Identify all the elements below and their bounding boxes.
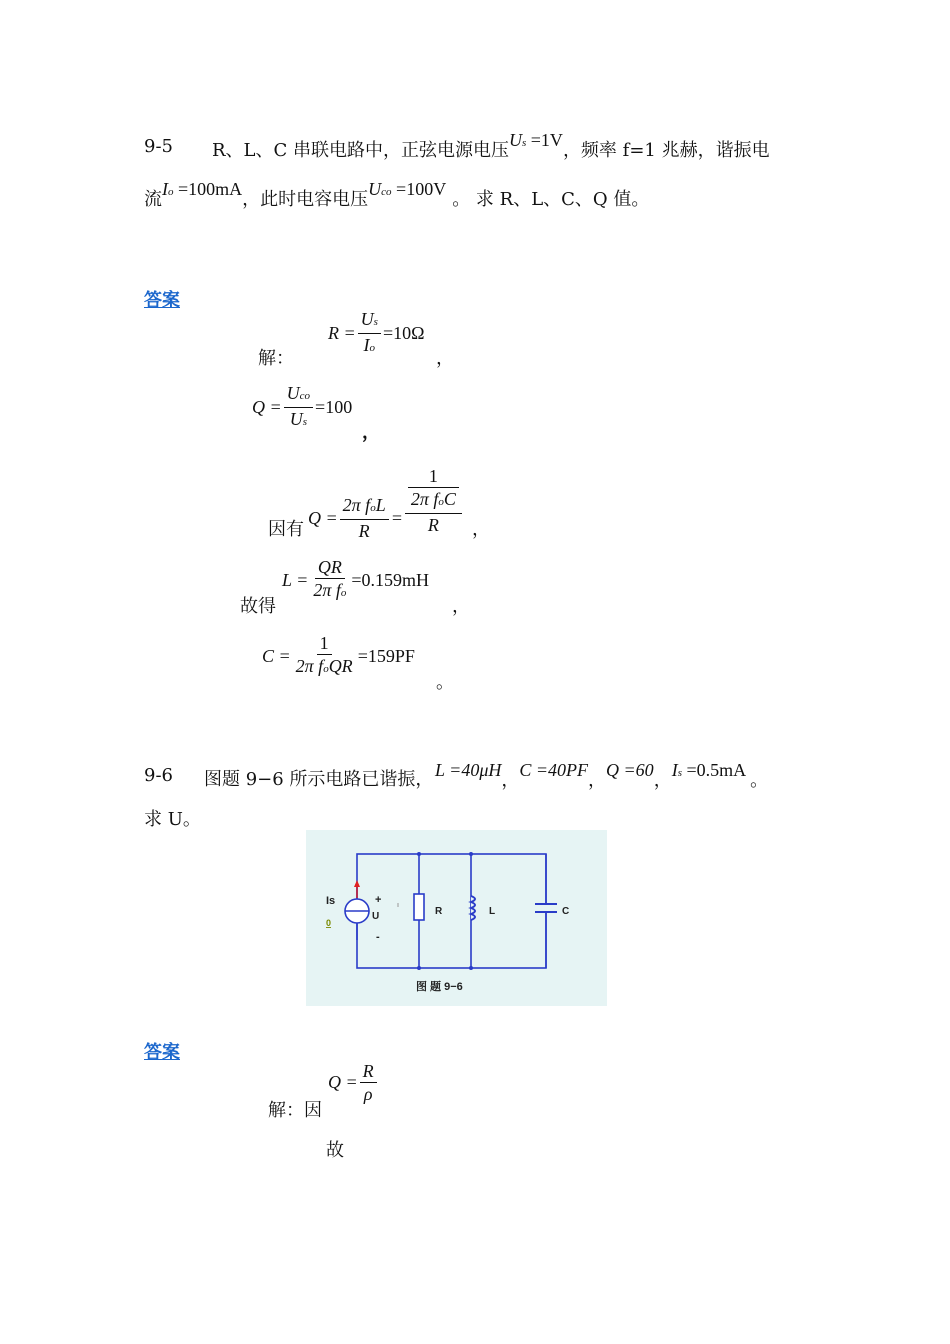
capacitor-icon bbox=[535, 903, 557, 913]
source-label: Is bbox=[326, 895, 336, 907]
equation-r: R = $\frac{Us}{Io}$ =10Ω bbox=[328, 309, 425, 355]
circuit-outer-wire bbox=[357, 854, 546, 968]
equation-q: Q = $\frac{\text{Uco}}{Us}$ =100 bbox=[252, 383, 353, 429]
solution-yinyou: 因有 bbox=[268, 519, 304, 540]
source-label-sub: 0 bbox=[326, 918, 332, 928]
solution-9-6-jie: 解：因 bbox=[268, 1100, 322, 1121]
answer-link-2[interactable]: 答案 bbox=[144, 1042, 180, 1062]
solution-jie: 解： bbox=[258, 348, 294, 369]
math-io: Io =100mA bbox=[162, 179, 243, 199]
equation-q-rho: Q = $\frac{R}{\rho}$ bbox=[328, 1060, 379, 1105]
inductor-icon bbox=[471, 896, 475, 920]
problem-9-6-text: 图题 9−6 所示电路已谐振， bbox=[204, 769, 434, 790]
figure-caption: 图 题 9−6 bbox=[416, 981, 463, 993]
plus-sign: + bbox=[375, 894, 382, 906]
r-label: R bbox=[435, 906, 443, 917]
equation-l: L = $\frac{QR}{\text{2π fo}}$ =0.159mH bbox=[282, 557, 430, 600]
comma: ， bbox=[472, 519, 490, 540]
solution-9-6-gu: 故 bbox=[326, 1140, 344, 1161]
circuit-diagram bbox=[306, 830, 607, 1006]
problem-9-6-number: 9-6 bbox=[144, 765, 173, 786]
solution-gude: 故得 bbox=[240, 596, 276, 617]
c-label: C bbox=[562, 906, 570, 917]
problem-9-5-text-rest: ，频率 f=1 兆赫，谐振电 bbox=[562, 140, 770, 161]
l-label: L bbox=[489, 906, 496, 917]
minus-sign: - bbox=[376, 931, 380, 943]
current-source-icon bbox=[345, 880, 369, 940]
comma: ， bbox=[436, 348, 454, 369]
problem-9-5-number: 9-5 bbox=[144, 136, 173, 157]
problem-9-6-values: L =40μH，C =40PF，Q =60，Is =0.5mA 。 bbox=[435, 760, 769, 790]
equation-q-resonance: Q = $\frac{\text{2π foL}}{R}$ = $\frac{\frac{1}{\text{2π foC}}}{R}$ bbox=[308, 458, 464, 542]
math-uco: Uco =100V bbox=[368, 179, 447, 199]
math-us: Us =1V bbox=[509, 130, 563, 150]
resistor-icon bbox=[414, 894, 424, 920]
answer-link-1[interactable]: 答案 bbox=[144, 290, 180, 310]
equation-c: C = $\frac{1}{\text{2π foQR}}$ =159PF bbox=[262, 633, 415, 676]
comma: ， bbox=[362, 422, 380, 443]
circuit-figure bbox=[306, 830, 607, 1006]
problem-9-5-text: R、L、C 串联电路中，正弦电源电压 bbox=[212, 140, 509, 161]
problem-9-5-line1 bbox=[212, 130, 770, 162]
period: 。 bbox=[436, 672, 454, 693]
u-label: U bbox=[372, 911, 380, 922]
comma: ， bbox=[452, 596, 470, 617]
problem-9-6-line2: 求 U。 bbox=[144, 809, 201, 830]
problem-9-5-line2: 流Io =100mA，此时电容电压Uco =100V 。 求 R、L、C、Q 值。 bbox=[144, 179, 650, 210]
